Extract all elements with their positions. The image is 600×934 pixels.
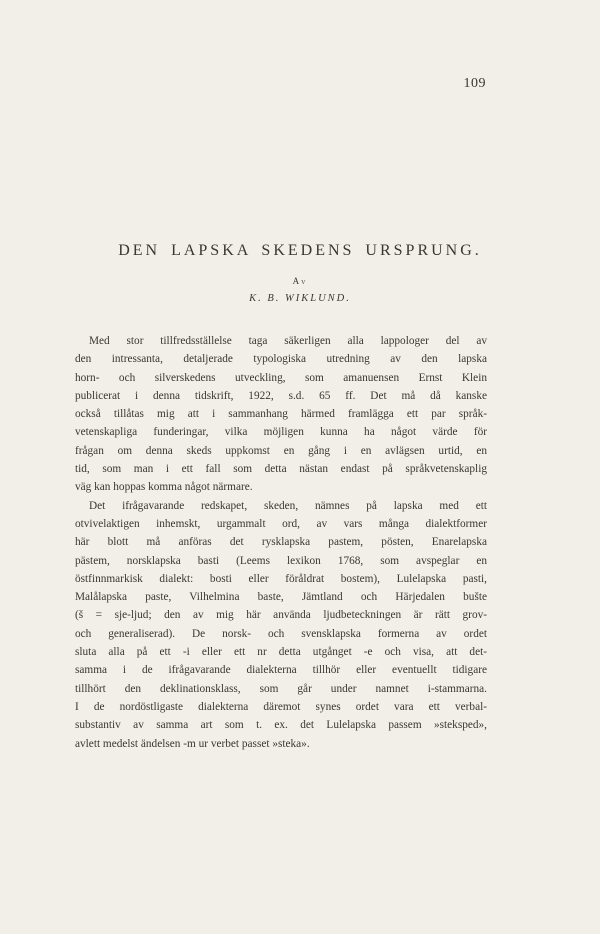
text-line: avlett medelst ändelsen -m ur verbet passet »steka».: [75, 737, 310, 750]
text-line: tid, som man i ett fall som detta nästan endast på språkvetenskaplig: [75, 463, 487, 476]
text-line: också tillåtas mig att i sammanhang härmed framlägga ett par språk-: [75, 408, 487, 421]
text-line: här blott må anföras det rysklapska pastem, pösten, Enarelapska: [75, 536, 487, 549]
byline: Av: [292, 276, 308, 286]
paragraph-2: [75, 497, 487, 753]
text-line: I de nordöstligaste dialekterna däremot synes ordet vara ett verbal-: [75, 700, 487, 713]
text-line: horn- och silverskedens utveckling, som amanuensen Ernst Klein: [75, 371, 487, 384]
text-line: frågan om denna skeds uppkomst en gång i en avlägsen urtid, en: [75, 444, 487, 457]
text-line: vetenskapliga funderingar, vilka möjligen kunna ha något värde för: [75, 426, 487, 439]
article-title: DEN LAPSKA SKEDENS URSPRUNG.: [118, 242, 482, 259]
text-line: samma i de ifrågavarande dialekterna tillhör eller eventuellt tidigare: [75, 664, 487, 677]
text-line: substantiv av samma art som t. ex. det Lulelapska passem »steksped»,: [75, 719, 487, 732]
text-line: östfinnmarkisk dialekt: bosti eller föråldrat bostem), Lulelapska pasti,: [75, 572, 487, 585]
text-line: väg kan hoppas komma något närmare.: [75, 481, 253, 494]
text-line: Med stor tillfredsställelse taga säkerligen alla lappologer del av: [89, 335, 487, 347]
text-line: pästem, norsklapska basti (Leems lexikon 1768, som avspeglar en: [75, 554, 487, 567]
text-line: (š = sje-ljud; den av mig här använda ljudbeteckningen är rätt grov-: [75, 609, 487, 622]
author-name: K. B. WIKLUND.: [249, 293, 351, 304]
text-line: och generaliserad). De norsk- och svensklapska formerna av ordet: [75, 627, 487, 640]
text-line: Malålapska paste, Vilhelmina baste, Jämtland och Härjedalen bušte: [75, 591, 487, 604]
page-number: 109: [463, 76, 486, 91]
article-body: [75, 332, 487, 753]
text-line: Det ifrågavarande redskapet, skeden, nämnes på lapska med ett: [89, 499, 487, 512]
text-line: den intressanta, detaljerade typologiska utredning av den lapska: [75, 353, 487, 366]
text-line: otvivelaktigen inhemskt, urgammalt ord, av vars många dialektformer: [75, 517, 487, 530]
text-line: publicerat i denna tidskrift, 1922, s.d. 65 ff. Det må då kanske: [75, 389, 487, 402]
paragraph-1: [75, 332, 487, 497]
text-line: tillhört den deklinationsklass, som går under namnet i-stammarna.: [75, 682, 487, 695]
text-line: sluta alla på ett -i eller ett nr detta utgånget -e och visa, att det-: [75, 646, 487, 659]
